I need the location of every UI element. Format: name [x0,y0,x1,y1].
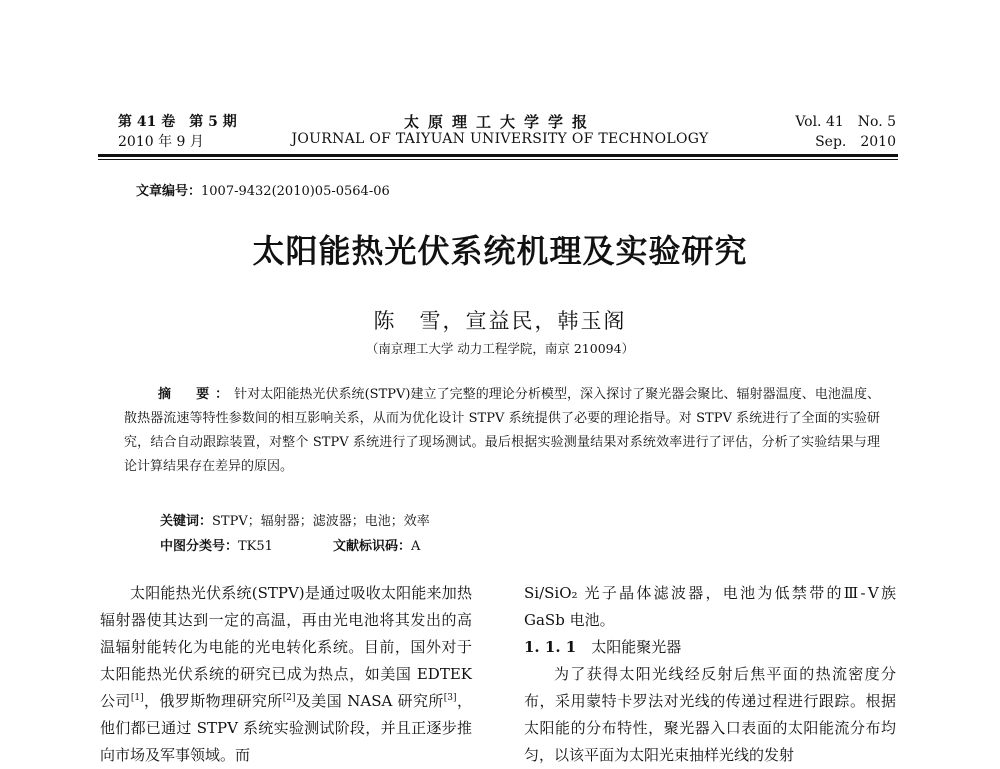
citation: [1] [130,693,144,703]
abstract-text: 针对太阳能热光伏系统(STPV)建立了完整的理论分析模型，深入探讨了聚光器会聚比、辐射器温度、电池温度、散热器流速等特性参数间的相互影响关系，从而为优化设计 STPV 系统提供了必要的理论指导。对 STPV 系统进行了全面的实验研究，结合自动跟踪装置，对整个 STPV 系统进行了现场测试。最后根据实验测量结果对系统效率进行了评估，分析了实验结果与理论计算结果存在差异的原因。 [124,387,880,474]
journal-name-en: JOURNAL OF TAIYUAN UNIVERSITY OF TECHNOLOGY [291,131,709,147]
article-number-label: 文章编号： [136,184,202,199]
section-title: 太阳能聚光器 [591,638,682,656]
keywords-value: STPV；辐射器；滤波器；电池；效率 [212,514,430,529]
keywords [160,510,430,529]
body-paragraph: Si/SiO₂ 光子晶体滤波器，电池为低禁带的Ⅲ-Ⅴ族 GaSb 电池。 [524,584,896,629]
classification [160,535,420,554]
paper-title: 太阳能热光伏系统机理及实验研究 [252,232,748,270]
citation: [2] [282,693,296,703]
body-text: 太阳能热光伏系统(STPV)是通过吸收太阳能来加热辐射器使其达到一定的高温，再由光电池将其发出的高温辐射能转化为电能的光电转化系统。目前，国外对于太阳能热光伏系统的研究已成为热点，如美国 EDTEK 公司 [100,584,472,710]
body-paragraph: 为了获得太阳光线经反射后焦平面的热流密度分布，采用蒙特卡罗法对光线的传递过程进行跟踪。根据太阳能的分布特性，聚光器入口表面的太阳能流分布均匀，以该平面为太阳光束抽样光线的发射 [524,665,896,764]
citation: [3] [443,693,457,703]
journal-name-cn: 太原理工大学学报 [403,113,596,131]
article-number-value: 1007-9432(2010)05-0564-06 [201,184,390,199]
body-paragraph [100,580,472,769]
classification-label: 中图分类号： [160,539,239,554]
section-number: 1. 1. 1 [524,638,577,656]
body-text: 及美国 NASA 研究所 [295,692,444,710]
article-number [136,180,390,199]
body-text: ，他们都已通过 STPV 系统实验测试阶段，并且正逐步推向市场及军事领域。而 [100,692,472,764]
header-rule-thin [98,159,898,160]
abstract [124,383,880,479]
authors: 陈 雪，宣益民，韩玉阁 [373,309,627,333]
affiliation: （南京理工大学 动力工程学院，南京 210094） [365,341,635,356]
body-left-column [100,580,472,769]
abstract-label: 摘 要： [158,387,235,402]
header-rule-thick [98,154,898,157]
publication-date: 2010 年 9 月 [118,134,204,150]
body-right-column [524,580,896,769]
doc-code-value: A [410,539,421,554]
doc-code-label: 文献标识码： [332,539,411,554]
volume-issue-en: Vol. 41 No. 5 [795,114,896,130]
section-heading [524,634,896,661]
volume-issue: 第 41 卷 第 5 期 [118,114,237,130]
publication-date-en: Sep. 2010 [815,134,896,150]
body-text: ，俄罗斯物理研究所 [143,692,283,710]
classification-value: TK51 [238,539,273,554]
keywords-label: 关键词： [160,514,213,529]
